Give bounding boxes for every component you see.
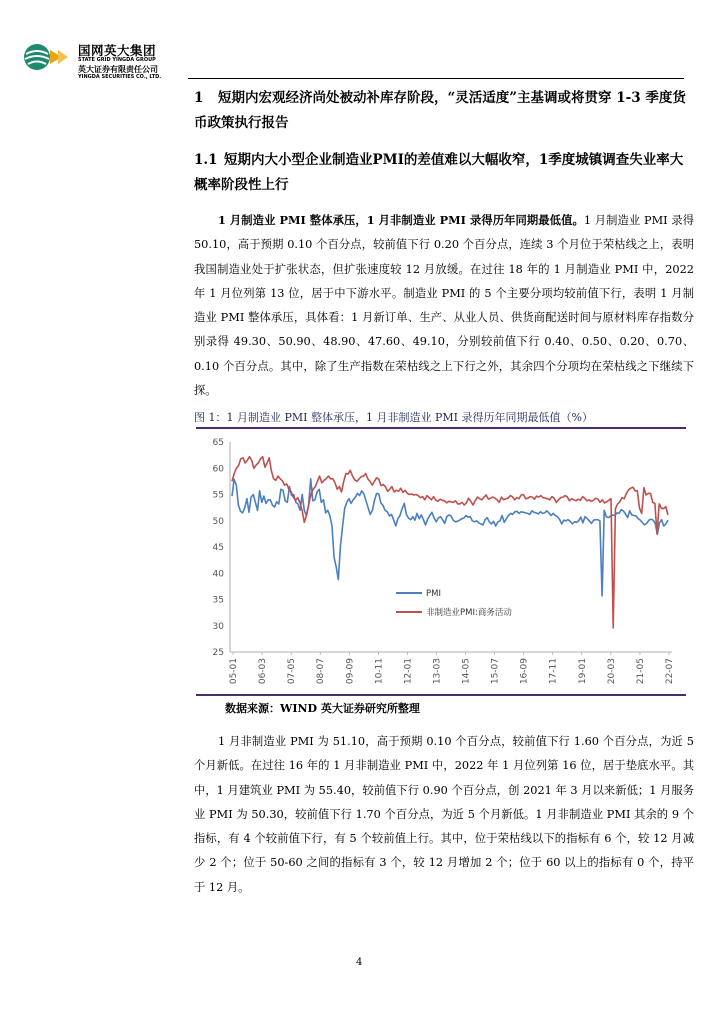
y-tick-label: 25	[212, 648, 224, 658]
subsection-heading	[194, 148, 690, 198]
x-tick-label: 10-11	[374, 658, 385, 685]
logo-chinese-name: 国网英大集团	[78, 43, 157, 58]
y-tick-label: 30	[212, 621, 224, 632]
x-tick-label: 06-03	[258, 658, 269, 685]
section-heading	[194, 86, 690, 136]
subsection-title: 短期内大小型企业制造业PMI的差值难以大幅收窄，1季度城镇调查失业率大概率阶段性上行	[194, 152, 684, 193]
x-tick-label: 21-05	[635, 658, 646, 685]
section-number: 1	[194, 90, 204, 106]
pmi-line-chart	[196, 430, 686, 692]
figure-bottom-rule	[196, 694, 686, 696]
y-tick-label: 60	[212, 464, 224, 475]
y-tick-label: 50	[212, 516, 224, 527]
state-grid-logo-icon	[22, 42, 70, 72]
paragraph-manufacturing-pmi	[194, 208, 694, 403]
y-tick-label: 35	[212, 595, 224, 606]
paragraph-body: 1 月非制造业 PMI 为 51.10，高于预期 0.10 个百分点，较前值下行 1.60 个百分点，为近 5 个月新低。在过往 16 年的 1 月非制造业 PMI 中，2022 年 1 月位列第 16 位，居于垫底水平。其中，1 月建筑业 PMI 为 55.40，较前值下行 0.90 个百分点，创 2021 年 3 月以来新低；1 月服务业 PMI 为 50.30，较前值下行 1.70 个百分点，为近 5 个月新低。1 月非制造业 PMI 其余的 9 个指标，有 4 个较前值下行，有 5 个较前值上行。其中，位于荣枯线以下的指标有 6 个，较 12 月减少 2 个；位于 50-60 之间的指标有 3 个，较 12 月增加 2 个；位于 60 以上的指标有 0 个，持平于 12 月。	[194, 735, 694, 894]
x-tick-label: 07-05	[287, 658, 298, 685]
x-tick-label: 19-01	[577, 658, 588, 685]
x-tick-label: 17-11	[548, 658, 559, 685]
y-tick-label: 40	[212, 569, 224, 580]
y-tick-label: 45	[212, 543, 224, 553]
legend-label: PMI	[426, 589, 441, 599]
x-tick-label: 13-03	[432, 658, 443, 685]
non-manufacturing-pmi-series-line	[232, 457, 668, 628]
header-divider	[188, 78, 684, 79]
x-tick-label: 15-07	[490, 658, 501, 685]
paragraph-lead: 1 月制造业 PMI 整体承压，1 月非制造业 PMI 录得历年同期最低值。	[218, 213, 584, 227]
x-tick-label: 14-05	[461, 658, 472, 685]
page-number: 4	[356, 957, 363, 968]
figure-title: 图 1：1 月制造业 PMI 整体承压，1 月非制造业 PMI 录得历年同期最低值（%）	[194, 411, 593, 424]
paragraph-non-manufacturing-pmi	[194, 730, 694, 900]
pmi-series-line	[232, 479, 668, 596]
x-tick-label: 16-09	[519, 658, 530, 685]
x-tick-label: 20-03	[606, 658, 617, 685]
x-tick-label: 09-09	[345, 658, 356, 685]
figure-top-rule	[196, 427, 686, 429]
x-tick-label: 12-01	[403, 658, 414, 685]
y-tick-label: 65	[212, 438, 224, 448]
company-chinese-name: 英大证券有限责任公司	[78, 65, 158, 74]
x-tick-label: 05-01	[229, 658, 239, 685]
subsection-number: 1.1	[194, 152, 218, 168]
company-english-name: YINGDA SECURITIES CO., LTD.	[78, 74, 162, 80]
legend-label: 非制造业PMI:商务活动	[426, 608, 512, 618]
paragraph-body: 1 月制造业 PMI 录得 50.10，高于预期 0.10 个百分点，较前值下行 0.20 个百分点，连续 3 个月位于荣枯线之上，表明我国制造业处于扩张状态，但扩张速度较 12 月放缓。在过往 18 年的 1 月制造业 PMI 中，2022 年 1 月位列第 13 位，居于中下游水平。制造业 PMI 的 5 个主要分项均较前值下行，表明 1 月制造业 PMI 整体承压，具体看：1 月新订单、生产、从业人员、供货商配送时间与原材料库存指数分别录得 49.30、50.90、48.90、47.60、49.10，分别较前值下行 0.40、0.50、0.20、0.70、0.10 个百分点。其中，除了生产指数在荣枯线之上下行之外，其余四个分项均在荣枯线之下继续下探。	[194, 214, 695, 398]
figure-source: 数据来源：WIND 英大证券研究所整理	[225, 702, 420, 715]
y-tick-label: 55	[212, 490, 224, 501]
company-logo	[22, 40, 212, 86]
section-title: 短期内宏观经济尚处被动补库存阶段，“灵活适度”主基调或将贯穿 1-3 季度货币政策执行报告	[194, 90, 686, 131]
x-tick-label: 08-07	[316, 658, 327, 685]
logo-english-name: STATE GRID YINGDA GROUP	[78, 57, 156, 63]
x-tick-label: 22-07	[665, 658, 675, 685]
